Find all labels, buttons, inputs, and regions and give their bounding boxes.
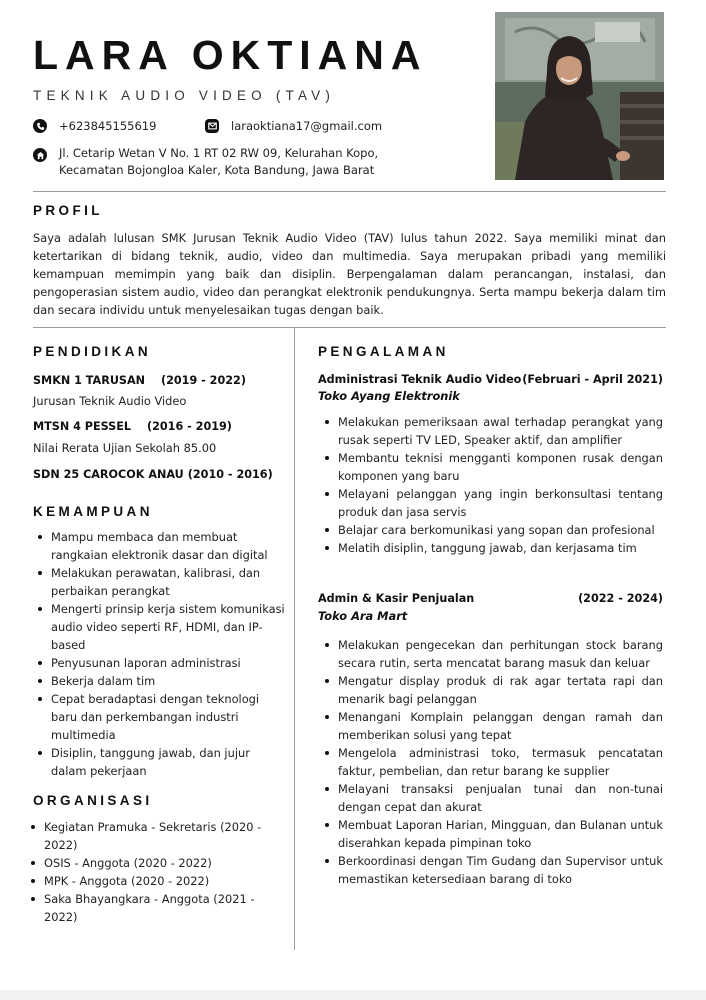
list-item: Membuat Laporan Harian, Mingguan, dan Bulanan untuk diserahkan kepada pimpinan toko xyxy=(322,816,663,852)
list-item: Melakukan pengecekan dan perhitungan stock barang secara rutin, serta mencatat barang masuk dan keluar xyxy=(322,636,663,672)
list-item: OSIS - Anggota (2020 - 2022) xyxy=(28,854,268,872)
list-item: Bekerja dalam tim xyxy=(35,672,285,690)
column-divider xyxy=(294,327,295,950)
school-name: SMKN 1 TARUSAN (2019 - 2022) xyxy=(33,374,246,387)
profile-photo xyxy=(495,12,664,180)
list-item: Mengerti prinsip kerja sistem komunikasi audio video seperti RF, HDMI, dan IP-based xyxy=(35,600,285,654)
list-item: Membantu teknisi mengganti komponen rusak dengan komponen yang baru xyxy=(322,449,663,485)
list-item: Melayani transaksi penjualan tunai dan non-tunai dengan cepat dan akurat xyxy=(322,780,663,816)
company-name: Toko Ara Mart xyxy=(318,609,408,623)
list-item: MPK - Anggota (2020 - 2022) xyxy=(28,872,268,890)
phone-icon xyxy=(33,119,47,133)
skills-heading: KEMAMPUAN xyxy=(33,504,153,519)
email-contact xyxy=(205,118,382,135)
organizations-list xyxy=(28,818,268,926)
list-item: Melakukan pemeriksaan awal terhadap perangkat yang rusak seperti TV LED, Speaker aktif, dan amplifier xyxy=(322,413,663,449)
school-detail: Nilai Rerata Ujian Sekolah 85.00 xyxy=(33,441,217,455)
phone-contact xyxy=(33,118,156,135)
school-name: SDN 25 CAROCOK ANAU (2010 - 2016) xyxy=(33,468,273,481)
list-item: Melakukan perawatan, kalibrasi, dan perbaikan perangkat xyxy=(35,564,285,600)
list-item: Melatih disiplin, tanggung jawab, dan kerjasama tim xyxy=(322,539,663,557)
email-address: laraoktiana17@gmail.com xyxy=(231,119,383,133)
organizations-heading: ORGANISASI xyxy=(33,793,153,808)
list-item: Kegiatan Pramuka - Sekretaris (2020 - 2022) xyxy=(28,818,268,854)
list-item: Mengelola administrasi toko, termasuk pencatatan faktur, pembelian, dan retur barang ke supplier xyxy=(322,744,663,780)
candidate-title: TEKNIK AUDIO VIDEO (TAV) xyxy=(33,88,336,103)
education-heading: PENDIDIKAN xyxy=(33,344,152,359)
job-title: Admin & Kasir Penjualan xyxy=(318,592,475,605)
list-item: Menangani Komplain pelanggan dengan ramah dan memberikan solusi yang tepat xyxy=(322,708,663,744)
school-name: MTSN 4 PESSEL (2016 - 2019) xyxy=(33,420,232,433)
list-item: Mampu membaca dan membuat rangkaian elektronik dasar dan digital xyxy=(35,528,285,564)
job-duties-list xyxy=(322,636,663,888)
phone-number: +623845155619 xyxy=(59,119,157,133)
profile-heading: PROFIL xyxy=(33,203,103,218)
job-header xyxy=(318,592,663,605)
skills-list xyxy=(35,528,285,780)
job-title: Administrasi Teknik Audio Video xyxy=(318,373,522,386)
list-item: Penyusunan laporan administrasi xyxy=(35,654,285,672)
page-footer-strip xyxy=(0,990,706,1000)
list-item: Melayani pelanggan yang ingin berkonsultasi tentang produk dan jasa servis xyxy=(322,485,663,521)
list-item: Disiplin, tanggung jawab, dan jujur dalam pekerjaan xyxy=(35,744,285,780)
home-icon xyxy=(33,148,47,162)
list-item: Belajar cara berkomunikasi yang sopan dan profesional xyxy=(322,521,663,539)
job-duties-list xyxy=(322,413,663,557)
list-item: Cepat beradaptasi dengan teknologi baru dan perkembangan industri multimedia xyxy=(35,690,285,744)
list-item: Berkoordinasi dengan Tim Gudang dan Supervisor untuk memastikan ketersediaan barang di toko xyxy=(322,852,663,888)
profile-text: Saya adalah lulusan SMK Jurusan Teknik Audio Video (TAV) lulus tahun 2022. Saya memiliki minat dan ketertarikan di bidang teknik, audio, video dan multimedia. Saya merupakan pribadi yang memiliki kemampuan memimpin yang baik dan disiplin. Berpengalaman dalam perancangan, instalasi, dan pengoperasian sistem audio, video dan perangkat elektronik pendukungnya. Serta mampu bekerja dalam tim dan secara individu untuk menyelesaikan tugas dengan baik. xyxy=(33,231,666,317)
job-header xyxy=(318,373,663,386)
address-contact xyxy=(33,145,378,179)
address-line-2: Kecamatan Bojongloa Kaler, Kota Bandung, Jawa Barat xyxy=(59,163,375,177)
job-period: (2022 - 2024) xyxy=(578,592,663,605)
address-line-1: Jl. Cetarip Wetan V No. 1 RT 02 RW 09, Kelurahan Kopo, xyxy=(59,146,379,160)
experience-heading: PENGALAMAN xyxy=(318,344,449,359)
list-item: Mengatur display produk di rak agar tertata rapi dan menarik bagi pelanggan xyxy=(322,672,663,708)
header-divider xyxy=(33,191,666,192)
mail-icon xyxy=(205,119,219,133)
job-period: (Februari - April 2021) xyxy=(522,373,663,386)
candidate-name: LARA OKTIANA xyxy=(33,32,428,78)
list-item: Saka Bhayangkara - Anggota (2021 - 2022) xyxy=(28,890,268,926)
school-detail: Jurusan Teknik Audio Video xyxy=(33,394,187,408)
profile-divider xyxy=(33,327,666,328)
company-name: Toko Ayang Elektronik xyxy=(318,389,460,403)
